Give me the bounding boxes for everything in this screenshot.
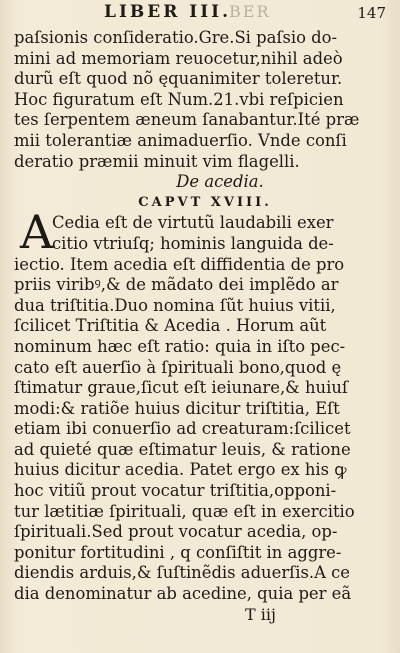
text-line: iectio. Item acedia eſt diffidentia de pro xyxy=(14,254,345,274)
text-line: deratio præmii minuit vim flagelli. xyxy=(14,151,300,171)
text-line: hoc vitiũ prout vocatur triſtitia,opponi- xyxy=(14,481,337,501)
page-header xyxy=(24,2,394,24)
text-line: modi:& ratiõe huius dicitur triſtitia, Eſt xyxy=(14,398,340,418)
text-line: diendis arduis,& ſuſtinẽdis aduerſis.A ce xyxy=(14,563,351,583)
bleed-through-text: BER xyxy=(229,2,271,21)
text-line: dia denominatur ab acedine, quia per eã xyxy=(14,584,352,604)
page-number: 147 xyxy=(357,4,386,22)
text-line: ponitur fortitudini , q conſiſtit in aggre- xyxy=(14,542,342,562)
text-line: cato eſt auerſio à ſpirituali bono,quod ę xyxy=(14,357,342,377)
text-line: mii tolerantiæ animaduerſio. Vnde conſi xyxy=(14,130,347,150)
text-line: Hoc figuratum eſt Num.21.vbi reſpicien xyxy=(14,89,344,109)
text-line: dua triſtitia.Duo nomina ſũt huius vitii, xyxy=(14,295,336,315)
body-text xyxy=(14,28,386,625)
text-line: tur lætitiæ ſpirituali, quæ eſt in exercitio xyxy=(14,501,355,521)
running-head: LIBER III. xyxy=(104,2,232,22)
text-line: paſsionis conſideratio.Gre.Si paſsio do- xyxy=(14,28,338,47)
text-line: ad quieté quæ eſtimatur leuis, & ratione xyxy=(14,439,351,459)
text-line: citio vtriuſq; hominis languida de- xyxy=(52,233,334,253)
text-line: nominum hæc eſt ratio: quia in iſto pec- xyxy=(14,336,346,356)
signature-mark: T iij xyxy=(245,604,276,624)
first-line-text: Cedia eſt de virtutũ laudabili exer xyxy=(52,213,334,233)
text-line: huius dicitur acedia. Patet ergo ex his ꝙ xyxy=(14,460,347,480)
text-line: mini ad memoriam reuocetur,nihil adeò xyxy=(14,48,343,68)
drop-cap: A xyxy=(20,205,54,260)
chapter-heading: CAPVT XVIII. xyxy=(138,194,272,210)
text-line: priis viribꝰ,& de mãdato dei implẽdo ar xyxy=(14,275,339,295)
text-line: tes ſerpentem æneum ſanabantur.Ité præ xyxy=(14,110,360,130)
text-line: ſpirituali.Sed prout vocatur acedia, op- xyxy=(14,522,338,542)
text-line: etiam ibi conuerſio ad creaturam:ſcilicet xyxy=(14,419,351,439)
text-line: ſtimatur graue,ſicut eſt ieiunare,& huiuſ xyxy=(14,378,348,398)
text-line: ſcilicet Triſtitia & Acedia . Horum aũt xyxy=(14,316,327,336)
section-title: De acedia. xyxy=(176,172,264,192)
text-line: durũ eſt quod nõ ęquanimiter toleretur. xyxy=(14,69,343,89)
